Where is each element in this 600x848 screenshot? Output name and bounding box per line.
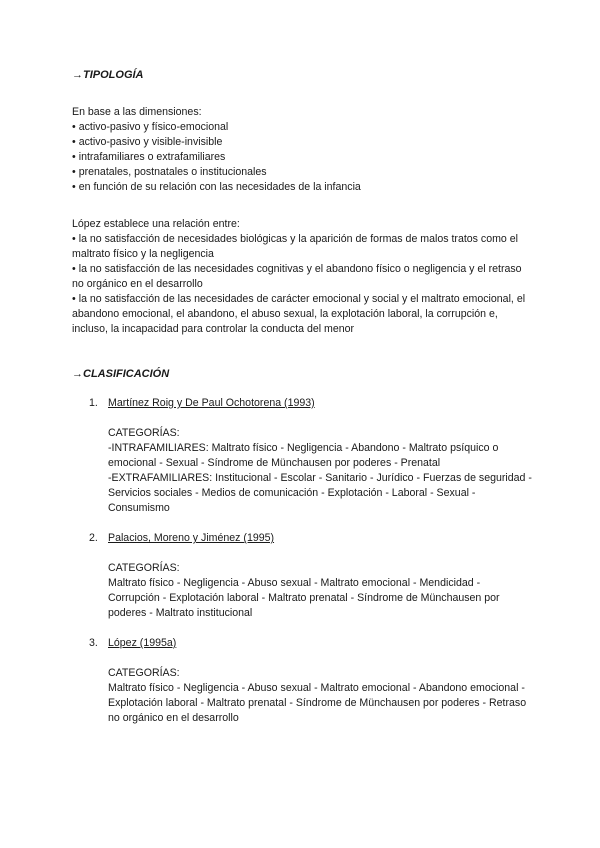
list-item: • en función de su relación con las necesidades de la infancia [72,180,532,195]
section-heading-clasificacion [72,367,532,382]
categories-label: CATEGORÍAS: [108,667,180,679]
categories-block [108,426,532,516]
categories-block [108,666,532,726]
dimensions-list [72,120,532,195]
source-citation: Palacios, Moreno y Jiménez (1995) [108,532,275,544]
classification-item [72,531,532,621]
list-item: • la no satisfacción de las necesidades de carácter emocional y social y el maltrato emocional, el abandono emocional, el abandono, el abuso sexual, la explotación laboral, la corrupción e, incluso, la incapacidad para controlar la conducta del menor [72,292,532,337]
arrow-icon: → [72,368,83,380]
item-number: 3. [89,637,98,649]
categories-line: Maltrato físico - Negligencia - Abuso sexual - Maltrato emocional - Abandono emocional - Explotación laboral - Maltrato prenatal - Síndrome de Münchausen por poderes - Retraso no orgánico en el desarrollo [108,682,527,724]
document-page [72,68,532,726]
classification-item [72,636,532,726]
categories-block [108,561,532,621]
list-item: • prenatales, postnatales o institucionales [72,165,532,180]
categories-line: Maltrato físico - Negligencia - Abuso sexual - Maltrato emocional - Mendicidad - Corrupción - Explotación laboral - Maltrato prenatal - Síndrome de Münchausen por poderes - Maltrato institucional [108,577,500,619]
list-item: • la no satisfacción de necesidades biológicas y la aparición de formas de malos tratos como el maltrato físico y la negligencia [72,232,532,262]
classification-list [72,396,532,726]
section-heading-tipologia [72,68,532,83]
source-citation: Martínez Roig y De Paul Ochotorena (1993) [108,397,315,409]
list-item: • la no satisfacción de las necesidades cognitivas y el abandono físico o negligencia y el retraso no orgánico en el desarrollo [72,262,532,292]
arrow-icon: → [72,69,83,81]
categories-label: CATEGORÍAS: [108,427,180,439]
section-title: CLASIFICACIÓN [83,368,170,380]
lopez-intro: López establece una relación entre: [72,218,240,230]
dimensions-intro: En base a las dimensiones: [72,106,202,118]
categories-line: -EXTRAFAMILIARES: Institucional - Escolar - Sanitario - Jurídico - Fuerzas de seguridad - Servicios sociales - Medios de comunicación - Explotación - Laboral - Sexual - Consumismo [108,472,532,514]
section-title: TIPOLOGÍA [83,69,144,81]
list-item: • activo-pasivo y físico-emocional [72,120,532,135]
item-number: 1. [89,397,98,409]
source-citation: López (1995a) [108,637,177,649]
classification-item [72,396,532,516]
list-item: • intrafamiliares o extrafamiliares [72,150,532,165]
item-number: 2. [89,532,98,544]
relations-list [72,232,532,337]
categories-label: CATEGORÍAS: [108,562,180,574]
list-item: • activo-pasivo y visible-invisible [72,135,532,150]
categories-line: -INTRAFAMILIARES: Maltrato físico - Negligencia - Abandono - Maltrato psíquico o emocional - Sexual - Síndrome de Münchausen por poderes - Prenatal [108,442,499,469]
